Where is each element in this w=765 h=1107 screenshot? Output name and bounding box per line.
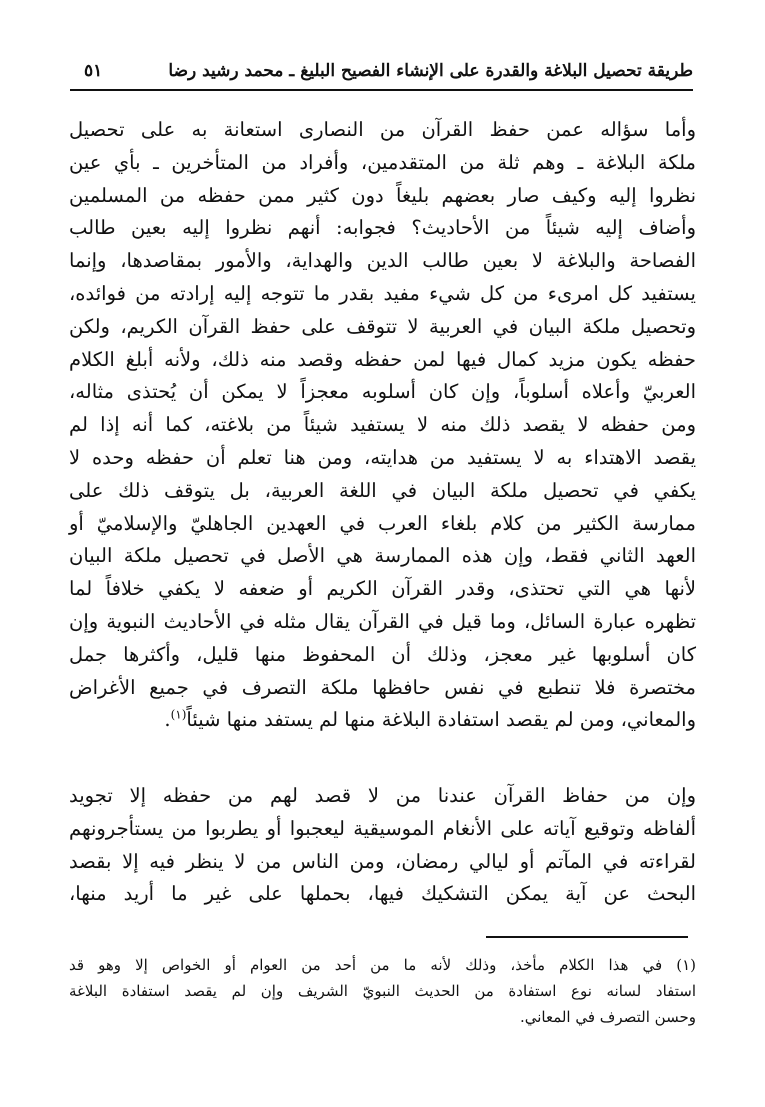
paragraph-1 bbox=[69, 114, 696, 749]
text-line: وإن من حفاظ القرآن عندنا من لا قصد لهم من حفظه إلا تجويد bbox=[69, 784, 696, 807]
text-line: حفظه يكون مزيد كمال فيها لمن حفظه وقصد منه ذلك، ولأنه أبلغ الكلام bbox=[69, 347, 696, 371]
header-rule bbox=[70, 89, 693, 91]
text-line: ممارسة الكثير من كلام بلغاء العرب في العهدين الجاهليّ والإسلاميّ أو bbox=[69, 511, 696, 535]
footnote-line: (١) في هذا الكلام مأخذ، وذلك لأنه ما من أحد من العوام أو الخواص إلا وهو قد bbox=[69, 956, 696, 974]
last-line-text: والمعاني، ومن لم يقصد استفادة البلاغة منها لم يستفد منها شيئاً bbox=[186, 708, 696, 732]
text-line: وأضاف إليه شيئاً من الأحاديث؟ فجوابه: أنهم نظروا إليه بعين طالب bbox=[69, 216, 696, 240]
text-line: ألفاظه وتوقيع آياته على الأنغام الموسيقية ليعجبوا أو يطربوا من يستأجرونهم bbox=[69, 816, 696, 840]
header-title: طريقة تحصيل البلاغة والقدرة على الإنشاء الفصيح البليغ ـ محمد رشيد رضا bbox=[168, 61, 693, 81]
page-number: ٥١ bbox=[84, 61, 103, 81]
footnote-reference[interactable]: (١) bbox=[170, 707, 187, 722]
line-end-punctuation: . bbox=[164, 708, 171, 732]
text-line: العربيّ وأعلاه أسلوباً، وإن كان أسلوبه معجزاً لا يمكن أن يُحتذى مثاله، bbox=[69, 380, 696, 404]
text-line: مختصرة فلا تنطبع في نفس حافظها ملكة التصرف في جميع الأغراض bbox=[69, 675, 696, 699]
text-line-last bbox=[69, 704, 696, 737]
running-header bbox=[70, 57, 693, 91]
text-line: يقصد الاهتداء به لا يستفيد من هدايته، ومن هنا تعلم أن حفظه وحده لا bbox=[69, 445, 696, 469]
text-line: ومن حفظه لا يقصد ذلك منه لا يستفيد شيئاً من بلاغته، كما أنه إذا لم bbox=[69, 413, 696, 437]
text-line: نظروا إليه وكيف صار بعضهم بليغاً دون كثير ممن حفظه من المسلمين bbox=[69, 183, 696, 207]
text-line: كان أسلوبها غير معجز، وذلك أن المحفوظ منها قليل، وأكثرها جمل bbox=[69, 642, 696, 666]
paragraph-2 bbox=[69, 780, 696, 915]
text-line: وأما سؤاله عمن حفظ القرآن من النصارى استعانة به على تحصيل bbox=[69, 118, 696, 141]
text-line: يستفيد كل امرىء من كل شيء مفيد بقدر ما تتوجه إليه إرادته من فوائده، bbox=[69, 281, 696, 305]
text-line: العهد الثاني فقط، وإن هذه الممارسة هي الأصل في تحصيل ملكة البيان bbox=[69, 544, 696, 568]
footnote-line: وحسن التصرف في المعاني. bbox=[519, 1008, 696, 1026]
footnote bbox=[69, 952, 696, 1030]
text-line: تظهره عبارة السائل، وما قيل في القرآن يقال مثله في الأحاديث النبوية وإن bbox=[69, 609, 696, 633]
text-line: ملكة البلاغة ـ وهم ثلة من المتقدمين، وأفراد من المتأخرين ـ بأي عين bbox=[69, 150, 696, 174]
footnote-line: استفاد لسانه نوع استفادة من الحديث النبويّ الشريف وإن لم يقصد استفادة البلاغة bbox=[69, 982, 696, 1000]
text-line: يكفي في تحصيل ملكة البيان في اللغة العربية، بل يتوقف ذلك على bbox=[69, 478, 696, 502]
footnote-separator bbox=[486, 936, 688, 938]
text-line: البحث عن آية يمكن التشكيك فيها، بحملها على غير ما أريد منها، bbox=[69, 882, 696, 906]
text-line: لأنها هي التي تحتذى، وقدر القرآن الكريم أو ضعفه لا يكفي خلافاً لما bbox=[69, 577, 696, 601]
text-line: وتحصيل ملكة البيان في العربية لا تتوقف على حفظ القرآن الكريم، ولكن bbox=[69, 314, 696, 338]
text-line: لقراءته في المآتم أو ليالي رمضان، ومن الناس من لا ينظر فيه إلا بقصد bbox=[69, 849, 696, 873]
text-line: الفصاحة والبلاغة لا بعين طالب الدين والهداية، والأمور بمقاصدها، وإنما bbox=[69, 249, 696, 273]
